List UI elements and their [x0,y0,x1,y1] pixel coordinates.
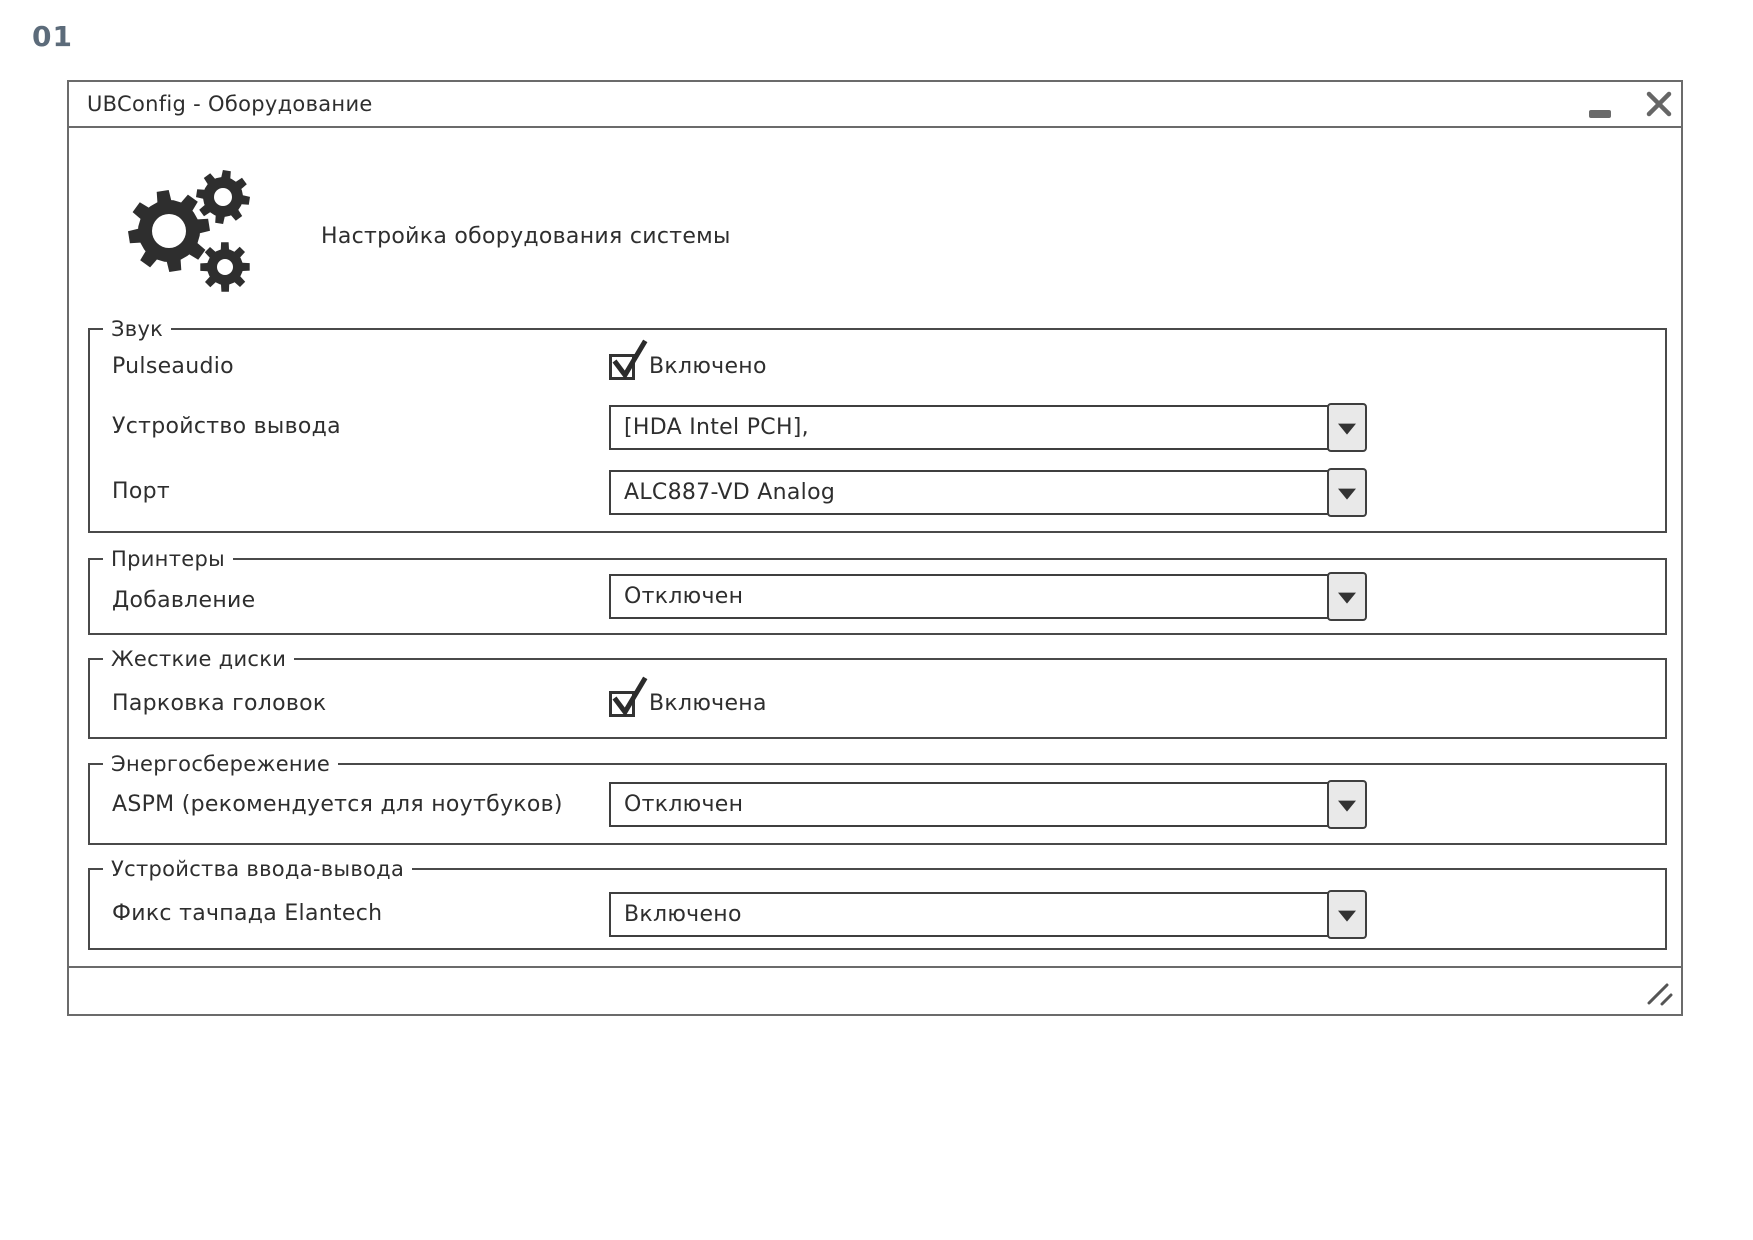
window-description: Настройка оборудования системы [321,224,731,249]
checkmark-icon [611,339,649,381]
head-parking-checkbox-label: Включена [649,691,767,716]
chevron-down-icon[interactable] [1327,890,1367,939]
group-power-saving-title: Энергосбережение [103,752,338,776]
gears-icon [127,168,255,294]
status-bar [69,966,1681,1014]
group-sound [88,317,1667,533]
aspm-dropdown[interactable] [609,782,1365,827]
close-button close-x-icon[interactable] [1646,91,1672,117]
group-hard-disks-title: Жесткие диски [103,647,294,671]
output-device-value: [HDA Intel PCH], [624,415,809,440]
label-port: Порт [112,479,170,504]
minimize-button minimize-dash-icon[interactable] [1589,110,1611,118]
output-device-dropdown[interactable] [609,405,1365,450]
label-head-parking: Парковка головок [112,691,327,716]
label-output-device: Устройство вывода [112,414,341,439]
window-title: UBConfig - Оборудование [87,92,373,116]
label-aspm: ASPM (рекомендуется для ноутбуков) [112,792,563,817]
port-dropdown[interactable] [609,470,1365,515]
group-printers [88,547,1667,635]
checkmark-icon [611,676,649,718]
resize-grip-icon[interactable] [1643,982,1675,1006]
label-elantech-fix: Фикс тачпада Elantech [112,901,383,926]
printer-add-value: Отключен [624,584,744,609]
ubconfig-window [67,80,1683,1016]
label-pulseaudio: Pulseaudio [112,354,234,379]
group-io-devices [88,857,1667,950]
group-printers-title: Принтеры [103,547,233,571]
elantech-fix-dropdown[interactable] [609,892,1365,937]
elantech-fix-value: Включено [624,902,742,927]
group-hard-disks [88,647,1667,739]
page-number-label: 01 [32,20,73,53]
chevron-down-icon[interactable] [1327,403,1367,452]
chevron-down-icon[interactable] [1327,572,1367,621]
title-bar[interactable] [69,82,1681,128]
chevron-down-icon[interactable] [1327,468,1367,517]
group-io-devices-title: Устройства ввода-вывода [103,857,412,881]
label-printer-add: Добавление [112,588,256,613]
group-sound-title: Звук [103,317,171,341]
chevron-down-icon[interactable] [1327,780,1367,829]
printer-add-dropdown[interactable] [609,574,1365,619]
port-value: ALC887-VD Analog [624,480,836,505]
aspm-value: Отключен [624,792,744,817]
group-power-saving [88,752,1667,845]
pulseaudio-checkbox-label: Включено [649,354,767,379]
